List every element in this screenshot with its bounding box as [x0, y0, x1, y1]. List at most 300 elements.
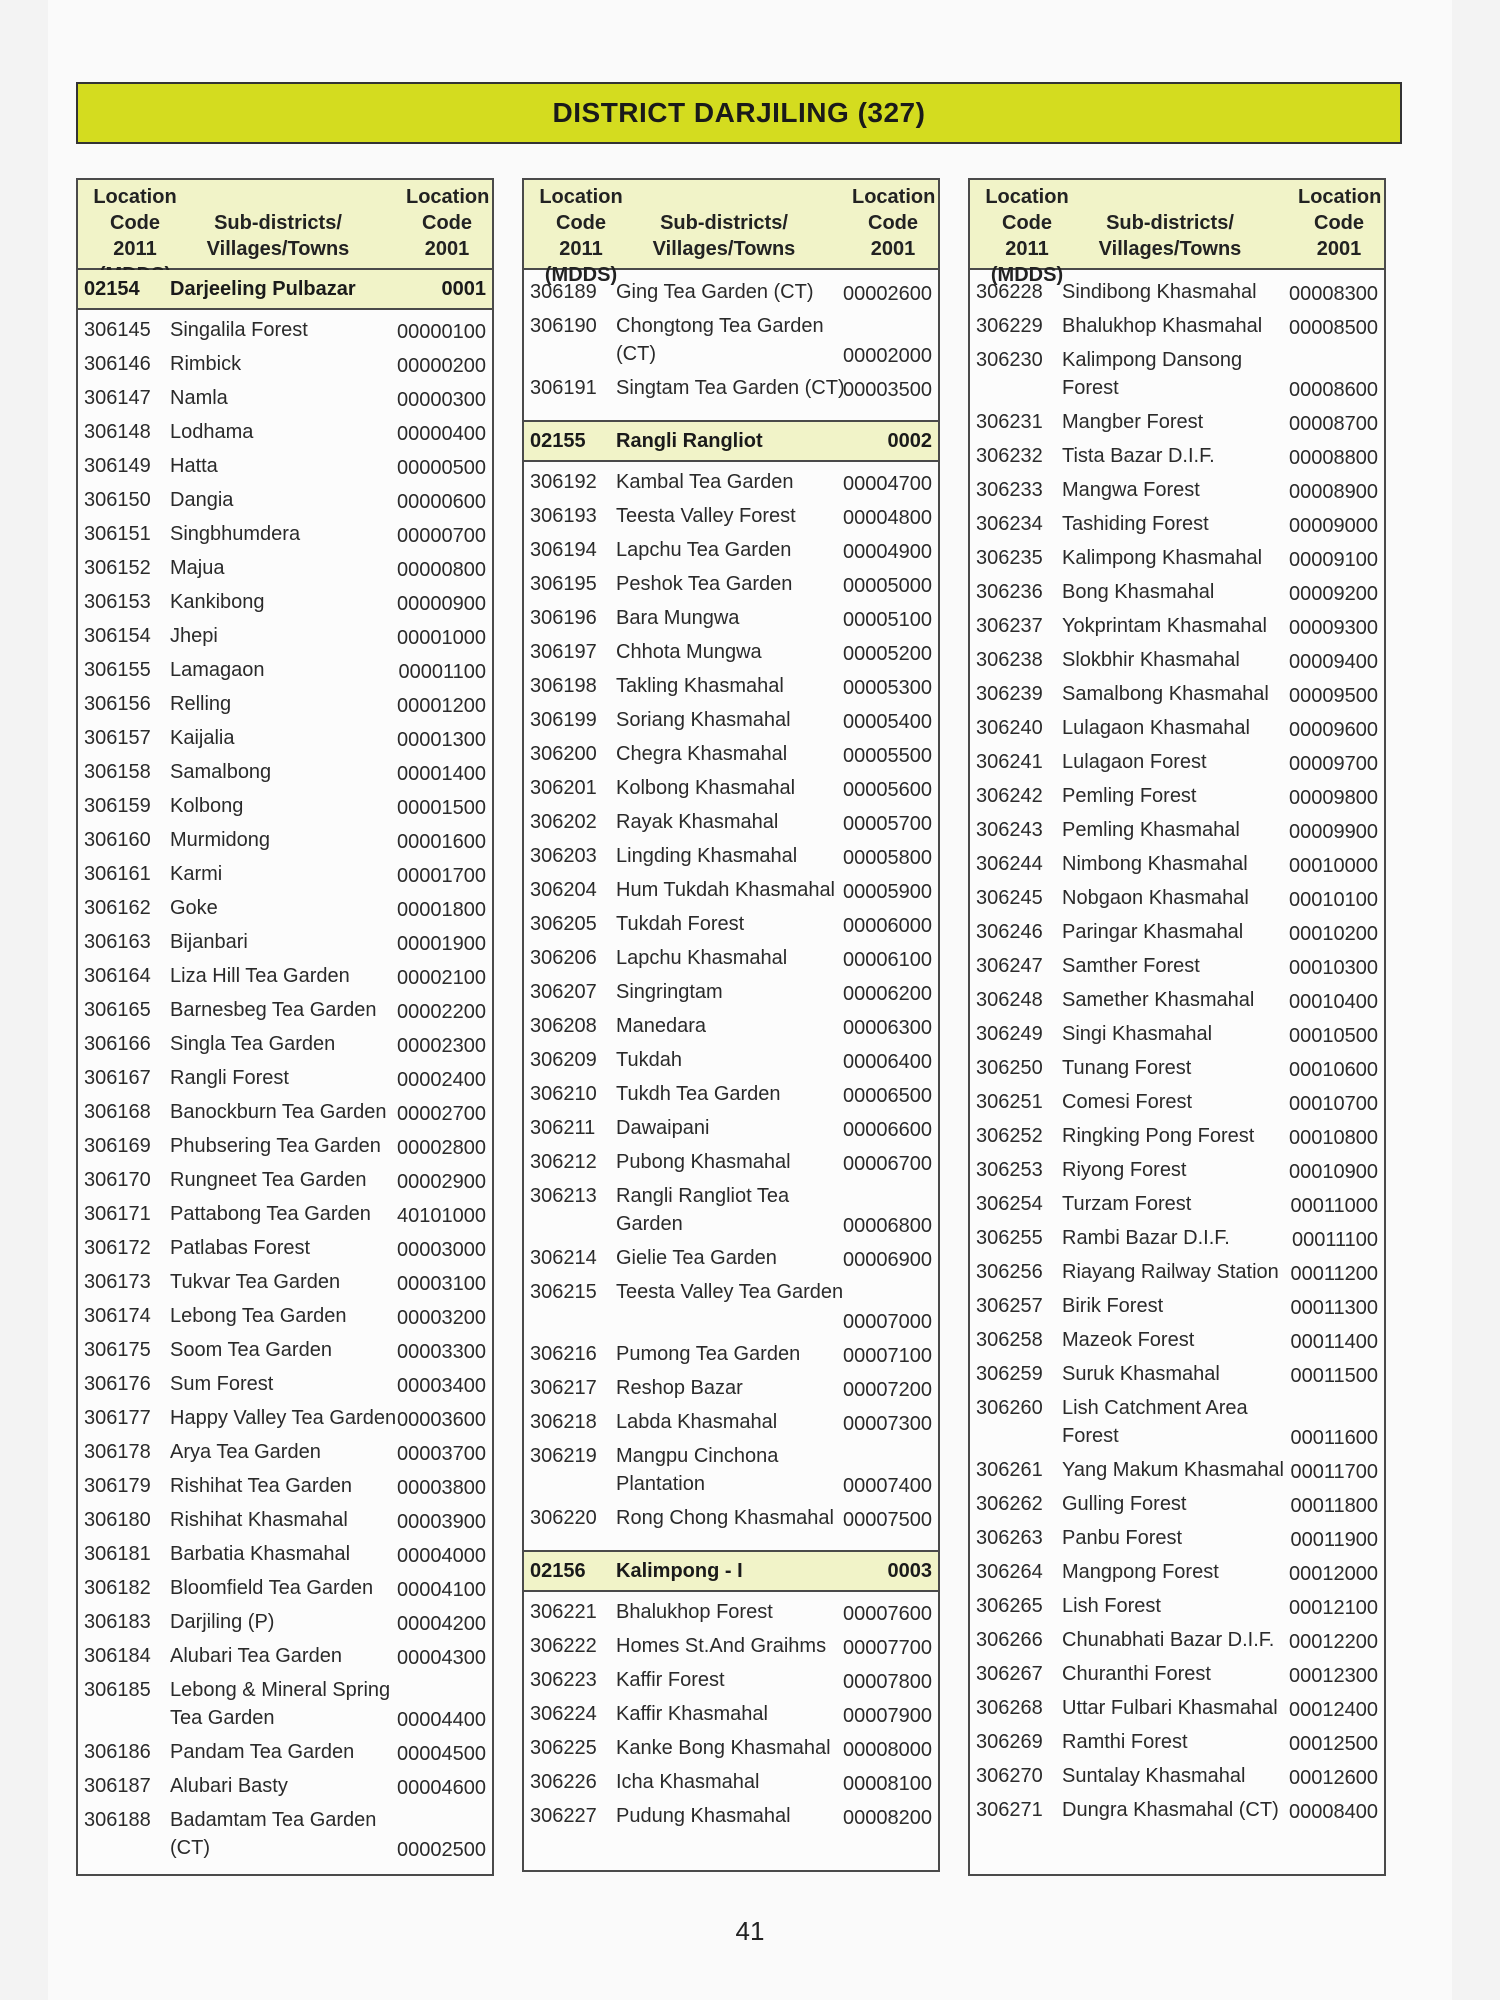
location-code-2011: 306171 — [84, 1203, 151, 1225]
village-name: Barnesbeg Tea Garden — [170, 999, 377, 1021]
village-row — [970, 542, 1384, 576]
village-name: Liza Hill Tea Garden — [170, 965, 350, 987]
location-code-2001: 00007600 — [843, 1603, 932, 1625]
village-name: Churanthi Forest — [1062, 1663, 1211, 1685]
village-row — [78, 1266, 492, 1300]
location-code-2011: 306247 — [976, 955, 1043, 977]
location-code-2011: 306191 — [530, 377, 597, 399]
village-row — [970, 1624, 1384, 1658]
location-code-2001: 00006600 — [843, 1119, 932, 1141]
location-code-2001: 00011500 — [1290, 1365, 1378, 1387]
location-code-2011: 306175 — [84, 1339, 151, 1361]
location-code-2011: 306160 — [84, 829, 151, 851]
village-row — [78, 1198, 492, 1232]
location-code-2011: 306266 — [976, 1629, 1043, 1651]
village-name: Mangber Forest — [1062, 411, 1204, 433]
village-row — [970, 780, 1384, 814]
location-code-2001: 00000900 — [397, 593, 486, 615]
village-row — [524, 1242, 938, 1276]
location-code-2011: 306179 — [84, 1475, 151, 1497]
column-1 — [76, 178, 494, 1876]
location-code-2001: 00002600 — [843, 283, 932, 305]
location-code-2011: 306180 — [84, 1509, 151, 1531]
village-row — [78, 1804, 492, 1866]
location-code-2011: 306248 — [976, 989, 1043, 1011]
village-name: Lingding Khasmahal — [616, 845, 798, 867]
page-number: 41 — [735, 1916, 765, 1946]
location-code-2001: 00000600 — [397, 491, 486, 513]
location-code-2001: 0002 — [887, 430, 932, 452]
location-code-2001: 00000700 — [397, 525, 486, 547]
village-row — [524, 1440, 938, 1502]
village-name: Darjiling (P) — [170, 1611, 275, 1633]
location-code-2011: 306195 — [530, 573, 597, 595]
village-row — [78, 314, 492, 348]
location-code-2001: 00003700 — [397, 1443, 486, 1465]
district-title-banner — [76, 82, 1402, 144]
village-name: Ging Tea Garden (CT) — [616, 281, 814, 303]
village-row — [524, 1766, 938, 1800]
column-3 — [968, 178, 1386, 1876]
village-name: Labda Khasmahal — [616, 1411, 778, 1433]
location-code-2011: 306152 — [84, 557, 151, 579]
location-code-2011: 306269 — [976, 1731, 1043, 1753]
village-name: Paringar Khasmahal — [1062, 921, 1244, 943]
village-row — [78, 1130, 492, 1164]
village-row — [78, 1334, 492, 1368]
village-name: Lish Forest — [1062, 1595, 1161, 1617]
location-code-2001: 00012600 — [1289, 1767, 1378, 1789]
header-line: Sub-districts/ — [1106, 212, 1234, 234]
location-code-2001: 00002400 — [397, 1069, 486, 1091]
location-code-2001: 00002700 — [397, 1103, 486, 1125]
location-code-2001: 00004300 — [397, 1647, 486, 1669]
village-row — [78, 484, 492, 518]
location-code-2001: 00011300 — [1290, 1297, 1378, 1319]
location-code-2011: 306242 — [976, 785, 1043, 807]
location-code-2001: 00007800 — [843, 1671, 932, 1693]
location-code-2011: 306237 — [976, 615, 1043, 637]
location-code-2011: 306254 — [976, 1193, 1043, 1215]
location-code-2011: 306216 — [530, 1343, 597, 1365]
location-code-2001: 00011800 — [1290, 1495, 1378, 1517]
location-code-2011: 306155 — [84, 659, 151, 681]
village-row — [970, 1358, 1384, 1392]
location-code-2011: 306202 — [530, 811, 597, 833]
location-code-2001: 00010200 — [1289, 923, 1378, 945]
location-code-2011: 306209 — [530, 1049, 597, 1071]
location-code-2011: 306189 — [530, 281, 597, 303]
location-code-2011: 306192 — [530, 471, 597, 493]
location-code-2011: 306256 — [976, 1261, 1043, 1283]
location-code-2011: 306201 — [530, 777, 597, 799]
location-code-2001: 00000200 — [397, 355, 486, 377]
location-code-2011: 306243 — [976, 819, 1043, 841]
village-row — [970, 1018, 1384, 1052]
location-code-2011: 306230 — [976, 349, 1043, 371]
header-location-code-2001 — [406, 184, 488, 262]
village-name: Pumong Tea Garden — [616, 1343, 801, 1365]
location-code-2011: 306213 — [530, 1185, 597, 1207]
header-line: 2001 — [870, 238, 916, 260]
location-code-2001: 00003400 — [397, 1375, 486, 1397]
location-code-2001: 00004900 — [843, 541, 932, 563]
village-row — [524, 1406, 938, 1440]
location-code-2011: 306227 — [530, 1805, 597, 1827]
location-code-2011: 306218 — [530, 1411, 597, 1433]
location-code-2001: 00004400 — [397, 1709, 486, 1731]
location-code-2001: 00007100 — [843, 1345, 932, 1367]
village-row — [524, 704, 938, 738]
village-name: Kambal Tea Garden — [616, 471, 794, 493]
location-code-2011: 306184 — [84, 1645, 151, 1667]
village-row — [524, 942, 938, 976]
header-line: Sub-districts/ — [214, 212, 342, 234]
village-name: Rambi Bazar D.I.F. — [1062, 1227, 1230, 1249]
location-code-2001: 00005900 — [843, 881, 932, 903]
village-name: Peshok Tea Garden — [616, 573, 793, 595]
location-code-2011: 306168 — [84, 1101, 151, 1123]
location-code-2011: 306208 — [530, 1015, 597, 1037]
location-code-2011: 306185 — [84, 1679, 151, 1701]
village-name: Lapchu Khasmahal — [616, 947, 788, 969]
village-name: Soriang Khasmahal — [616, 709, 791, 731]
village-row — [78, 1062, 492, 1096]
village-row — [78, 926, 492, 960]
village-name: Sindibong Khasmahal — [1062, 281, 1257, 303]
village-name: Rayak Khasmahal — [616, 811, 779, 833]
location-code-2011: 306188 — [84, 1809, 151, 1831]
village-row — [78, 1300, 492, 1334]
village-row — [970, 746, 1384, 780]
location-code-2001: 00004200 — [397, 1613, 486, 1635]
location-code-2011: 306252 — [976, 1125, 1043, 1147]
village-name: Mangpu Cinchona Plantation — [616, 1445, 779, 1495]
location-code-2011: 306181 — [84, 1543, 151, 1565]
village-row — [524, 602, 938, 636]
village-row — [524, 636, 938, 670]
village-name: Samether Khasmahal — [1062, 989, 1255, 1011]
location-code-2001: 00004000 — [397, 1545, 486, 1567]
location-code-2001: 00005500 — [843, 745, 932, 767]
village-name: Karmi — [170, 863, 223, 885]
village-name: Murmidong — [170, 829, 271, 851]
location-code-2001: 00012400 — [1289, 1699, 1378, 1721]
village-name: Singbhumdera — [170, 523, 301, 545]
village-row — [78, 348, 492, 382]
location-code-2001: 00005800 — [843, 847, 932, 869]
village-row — [78, 1436, 492, 1470]
location-code-2011: 306257 — [976, 1295, 1043, 1317]
village-name: Tunang Forest — [1062, 1057, 1192, 1079]
village-name: Samalbong — [170, 761, 272, 783]
village-name: Bong Khasmahal — [1062, 581, 1215, 603]
location-code-2001: 00005000 — [843, 575, 932, 597]
village-name: Birik Forest — [1062, 1295, 1164, 1317]
location-code-2001: 00007000 — [843, 1311, 932, 1333]
village-row — [524, 568, 938, 602]
village-name: Kaijalia — [170, 727, 235, 749]
village-name: Barbatia Khasmahal — [170, 1543, 351, 1565]
header-line: Villages/Towns — [1098, 238, 1242, 260]
location-code-2001: 00012000 — [1289, 1563, 1378, 1585]
village-name: Ringking Pong Forest — [1062, 1125, 1255, 1147]
location-code-2011: 306166 — [84, 1033, 151, 1055]
location-code-2011: 306241 — [976, 751, 1043, 773]
village-row — [970, 1188, 1384, 1222]
village-name: Riayang Railway Station — [1062, 1261, 1279, 1283]
village-name: Pudung Khasmahal — [616, 1805, 791, 1827]
village-name: Panbu Forest — [1062, 1527, 1183, 1549]
location-code-2001: 00010400 — [1289, 991, 1378, 1013]
location-code-2001: 00009100 — [1289, 549, 1378, 571]
village-row — [78, 688, 492, 722]
village-row — [970, 916, 1384, 950]
header-line: Villages/Towns — [206, 238, 350, 260]
location-code-2001: 00004800 — [843, 507, 932, 529]
village-name: Ramthi Forest — [1062, 1731, 1188, 1753]
location-code-2011: 306207 — [530, 981, 597, 1003]
location-code-2011: 306146 — [84, 353, 151, 375]
village-name: Kalimpong Khasmahal — [1062, 547, 1263, 569]
location-code-2011: 306259 — [976, 1363, 1043, 1385]
village-row — [78, 1504, 492, 1538]
location-code-2011: 306268 — [976, 1697, 1043, 1719]
location-code-2001: 00006200 — [843, 983, 932, 1005]
village-row — [970, 1454, 1384, 1488]
location-code-2001: 00009900 — [1289, 821, 1378, 843]
village-name: Tashiding Forest — [1062, 513, 1209, 535]
location-code-2011: 306215 — [530, 1281, 597, 1303]
header-location-code-2011 — [978, 184, 1076, 288]
location-code-2001: 00006300 — [843, 1017, 932, 1039]
village-name: Kalimpong - I — [616, 1560, 743, 1582]
village-name: Kolbong — [170, 795, 244, 817]
village-name: Rong Chong Khasmahal — [616, 1507, 834, 1529]
location-code-2001: 00002300 — [397, 1035, 486, 1057]
location-code-2011: 306219 — [530, 1445, 597, 1467]
location-code-2011: 306206 — [530, 947, 597, 969]
location-code-2001: 00003900 — [397, 1511, 486, 1533]
village-name: Teesta Valley Forest — [616, 505, 796, 527]
location-code-2001: 40101000 — [397, 1205, 486, 1227]
village-name: Samther Forest — [1062, 955, 1200, 977]
village-row — [524, 1372, 938, 1406]
village-name: Pemling Khasmahal — [1062, 819, 1240, 841]
location-code-2001: 00012500 — [1289, 1733, 1378, 1755]
location-code-2001: 00008000 — [843, 1739, 932, 1761]
location-code-2001: 00004700 — [843, 473, 932, 495]
column-header — [970, 180, 1384, 286]
location-code-2011: 306224 — [530, 1703, 597, 1725]
location-code-2011: 306225 — [530, 1737, 597, 1759]
header-line: Sub-districts/ — [660, 212, 788, 234]
location-code-2001: 00010700 — [1289, 1093, 1378, 1115]
location-code-2011: 306156 — [84, 693, 151, 715]
location-code-2011: 306232 — [976, 445, 1043, 467]
village-name: Singi Khasmahal — [1062, 1023, 1213, 1045]
location-code-2001: 00005100 — [843, 609, 932, 631]
village-name: Bhalukhop Forest — [616, 1601, 773, 1623]
village-row — [970, 610, 1384, 644]
village-row — [524, 670, 938, 704]
village-name: Chunabhati Bazar D.I.F. — [1062, 1629, 1275, 1651]
location-code-2001: 00002200 — [397, 1001, 486, 1023]
location-code-2011: 306186 — [84, 1741, 151, 1763]
header-location-code-2001 — [1298, 184, 1380, 262]
village-name: Bhalukhop Khasmahal — [1062, 315, 1263, 337]
village-row — [78, 1232, 492, 1266]
village-name: Hum Tukdah Khasmahal — [616, 879, 836, 901]
location-code-2011: 306246 — [976, 921, 1043, 943]
header-subdistricts — [188, 210, 368, 262]
village-row — [970, 712, 1384, 746]
location-code-2011: 306174 — [84, 1305, 151, 1327]
village-row — [524, 1146, 938, 1180]
location-code-2011: 306210 — [530, 1083, 597, 1105]
village-name: Teesta Valley Tea Garden — [616, 1281, 844, 1303]
location-code-2001: 00003500 — [843, 379, 932, 401]
village-name: Uttar Fulbari Khasmahal — [1062, 1697, 1278, 1719]
village-name: Dawaipani — [616, 1117, 710, 1139]
village-name: Pubong Khasmahal — [616, 1151, 791, 1173]
village-row — [78, 518, 492, 552]
village-row — [78, 1368, 492, 1402]
village-row — [78, 756, 492, 790]
village-name: Relling — [170, 693, 232, 715]
village-row — [970, 1522, 1384, 1556]
location-code-2001: 00003300 — [397, 1341, 486, 1363]
village-name: Chegra Khasmahal — [616, 743, 788, 765]
village-row — [970, 1488, 1384, 1522]
village-name: Happy Valley Tea Garden — [170, 1407, 397, 1429]
header-line: Code — [868, 212, 918, 234]
village-name: Lish Catchment Area Forest — [1062, 1397, 1248, 1447]
village-row — [78, 892, 492, 926]
village-name: Kaffir Forest — [616, 1669, 725, 1691]
village-name: Comesi Forest — [1062, 1091, 1193, 1113]
header-line: 2001 — [1316, 238, 1362, 260]
location-code-2001: 00006900 — [843, 1249, 932, 1271]
location-code-2011: 306196 — [530, 607, 597, 629]
village-row — [78, 552, 492, 586]
location-code-2011: 306249 — [976, 1023, 1043, 1045]
header-line: Location — [539, 186, 623, 208]
location-code-2001: 00003000 — [397, 1239, 486, 1261]
location-code-2011: 306200 — [530, 743, 597, 765]
village-name: Tukdh Tea Garden — [616, 1083, 781, 1105]
location-code-2011: 306190 — [530, 315, 597, 337]
village-name: Reshop Bazar — [616, 1377, 743, 1399]
location-code-2011: 306205 — [530, 913, 597, 935]
village-row — [78, 1402, 492, 1436]
village-row — [78, 1028, 492, 1062]
header-location-code-2001 — [852, 184, 934, 262]
location-code-2011: 306145 — [84, 319, 151, 341]
location-code-2001: 00000100 — [397, 321, 486, 343]
village-row — [524, 1010, 938, 1044]
village-name: Homes St.And Graihms — [616, 1635, 827, 1657]
village-row — [78, 450, 492, 484]
location-code-2011: 306163 — [84, 931, 151, 953]
location-code-2001: 00004500 — [397, 1743, 486, 1765]
location-code-2011: 306193 — [530, 505, 597, 527]
location-code-2001: 00011600 — [1290, 1427, 1378, 1449]
village-row — [524, 1112, 938, 1146]
location-code-2001: 00007900 — [843, 1705, 932, 1727]
location-code-2001: 00010000 — [1289, 855, 1378, 877]
village-row — [524, 1078, 938, 1112]
village-row — [78, 1736, 492, 1770]
header-line: (MDDS) — [990, 264, 1064, 286]
location-code-2001: 00006100 — [843, 949, 932, 971]
village-name: Soom Tea Garden — [170, 1339, 332, 1361]
village-row — [524, 276, 938, 310]
location-code-2001: 00006400 — [843, 1051, 932, 1073]
location-code-2011: 306255 — [976, 1227, 1043, 1249]
location-code-2011: 306169 — [84, 1135, 151, 1157]
village-name: Suntalay Khasmahal — [1062, 1765, 1246, 1787]
location-code-2011: 306271 — [976, 1799, 1043, 1821]
location-code-2011: 306151 — [84, 523, 151, 545]
location-code-2011: 306258 — [976, 1329, 1043, 1351]
village-row — [524, 908, 938, 942]
location-code-2001: 00009700 — [1289, 753, 1378, 775]
village-name: Kankibong — [170, 591, 265, 613]
location-code-2001: 00008700 — [1289, 413, 1378, 435]
village-row — [78, 1770, 492, 1804]
location-code-2011: 306265 — [976, 1595, 1043, 1617]
location-code-2001: 00005300 — [843, 677, 932, 699]
village-name: Rangli Rangliot Tea Garden — [616, 1185, 790, 1235]
village-row — [524, 534, 938, 568]
location-code-2011: 306147 — [84, 387, 151, 409]
location-code-2001: 00010900 — [1289, 1161, 1378, 1183]
location-code-2011: 306231 — [976, 411, 1043, 433]
location-code-2001: 00001900 — [397, 933, 486, 955]
village-name: Lebong Tea Garden — [170, 1305, 347, 1327]
location-code-2011: 306178 — [84, 1441, 151, 1463]
location-code-2011: 306164 — [84, 965, 151, 987]
village-row — [970, 1256, 1384, 1290]
village-name: Patlabas Forest — [170, 1237, 311, 1259]
village-row — [524, 1698, 938, 1732]
village-row — [970, 814, 1384, 848]
village-name: Bijanbari — [170, 931, 248, 953]
location-code-2011: 306238 — [976, 649, 1043, 671]
village-row — [78, 1674, 492, 1736]
village-row — [78, 382, 492, 416]
location-code-2011: 306223 — [530, 1669, 597, 1691]
location-code-2001: 00009800 — [1289, 787, 1378, 809]
village-name: Pattabong Tea Garden — [170, 1203, 371, 1225]
location-code-2011: 306220 — [530, 1507, 597, 1529]
location-code-2011: 306264 — [976, 1561, 1043, 1583]
location-code-2011: 306233 — [976, 479, 1043, 501]
location-code-2001: 00005200 — [843, 643, 932, 665]
location-code-2011: 02154 — [84, 278, 140, 300]
location-code-2001: 00001300 — [397, 729, 486, 751]
village-row — [970, 1556, 1384, 1590]
village-name: Rangli Rangliot — [616, 430, 763, 452]
village-row — [78, 790, 492, 824]
location-code-2011: 306170 — [84, 1169, 151, 1191]
header-line: Location — [406, 186, 490, 208]
location-code-2001: 00006000 — [843, 915, 932, 937]
village-name: Hatta — [170, 455, 218, 477]
village-row — [524, 1338, 938, 1372]
village-row — [970, 678, 1384, 712]
